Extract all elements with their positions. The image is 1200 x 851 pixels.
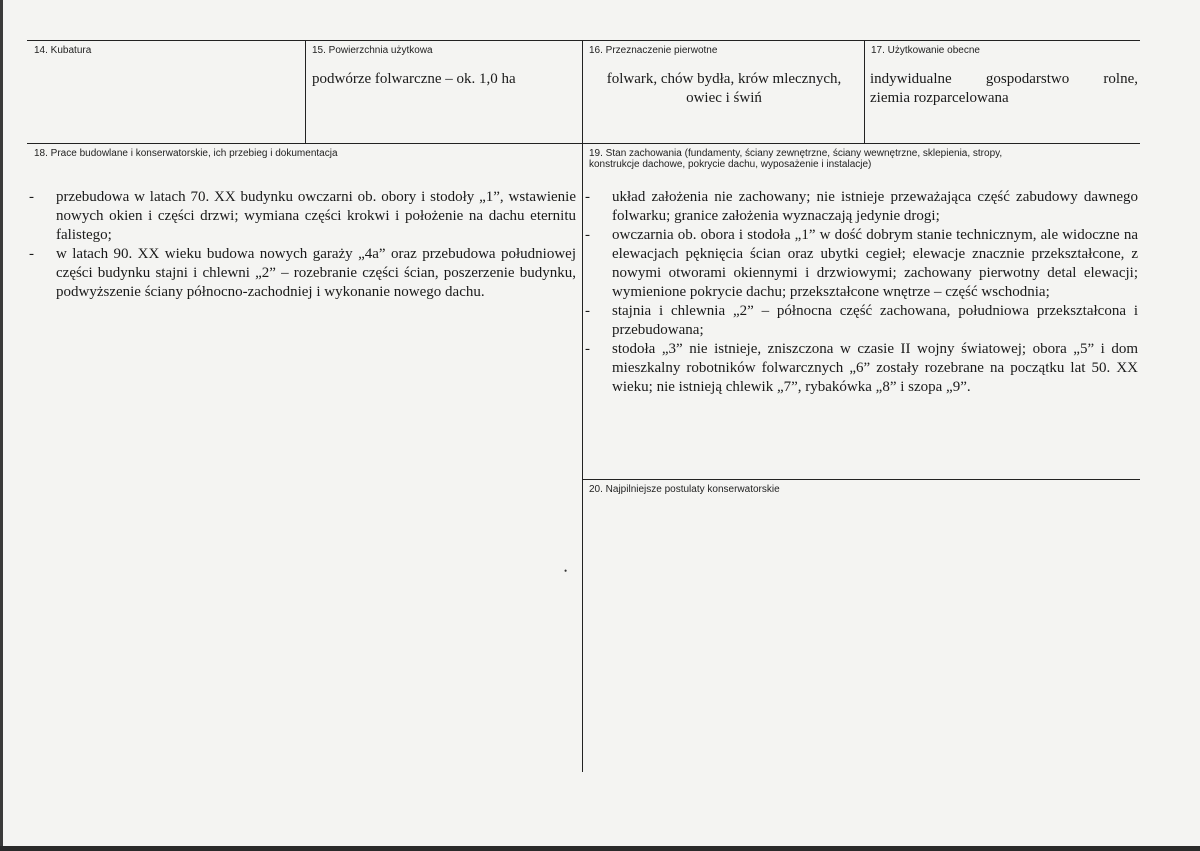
list-dash: - — [585, 189, 590, 205]
divider-15-16 — [582, 40, 583, 772]
page-edge-bottom — [0, 846, 1200, 851]
list-item-text: owczarnia ob. obora i stodoła „1” w dość dobrym stanie technicznym, ale widoczne na elewacjach pęknięcia ścian oraz ubytki cegieł; elewacje znacznie przekształcone, z nowymi otworami okiennymi i drzwiowymi; zachowany pierwotny detal elewacji; wymienione pokrycie dachu; przekształcone wnętrze – część wschodnia; — [612, 227, 1138, 300]
list-dash: - — [585, 227, 590, 243]
list-dash: - — [585, 341, 590, 357]
list-item-text: w latach 90. XX wieku budowa nowych garaży „4a” oraz przebudowa południowej części budynku stajni i chlewni „2” – rozebranie części ścian, poszerzenie budynku, podwyższenie ściany północno-zachodniej i wykonanie nowego dachu. — [56, 246, 576, 300]
list-item — [585, 340, 1138, 397]
field-18-list — [29, 188, 576, 302]
field-19-label-line2: konstrukcje dachowe, pokrycie dachu, wyposażenie i instalacje) — [589, 159, 872, 170]
list-dash: - — [29, 246, 34, 262]
field-18-label: 18. Prace budowlane i konserwatorskie, ich przebieg i dokumentacja — [34, 148, 338, 159]
field-16-label: 16. Przeznaczenie pierwotne — [589, 45, 718, 56]
list-item — [585, 188, 1138, 226]
top-border — [27, 40, 1140, 41]
list-item-text: stodoła „3” nie istnieje, zniszczona w czasie II wojny światowej; obora „5” i dom mieszkalny robotników folwarcznych „6” zostały rozebrane na początku lat 50. XX wieku; nie istnieją chlewik „7”, rybakówka „8” i szopa „9”. — [612, 341, 1138, 395]
list-item — [29, 245, 576, 302]
scan-speck: • — [564, 566, 568, 576]
field-17-value-line1: indywidualne gospodarstwo rolne, — [870, 71, 1138, 87]
field-19-label-line1: 19. Stan zachowania (fundamenty, ściany zewnętrzne, ściany wewnętrzne, sklepienia, stropy, — [589, 148, 1003, 159]
divider-14-15 — [305, 40, 306, 143]
row1-bottom-border — [27, 143, 1140, 144]
field-15-value: podwórze folwarczne – ok. 1,0 ha — [312, 71, 516, 87]
field-17-value-line2: ziemia rozparcelowana — [870, 90, 1009, 106]
field-14-label: 14. Kubatura — [34, 45, 92, 56]
list-item — [29, 188, 576, 245]
field-20-label: 20. Najpilniejsze postulaty konserwatorskie — [589, 484, 780, 495]
field-19-list — [585, 188, 1138, 397]
field-17-label: 17. Użytkowanie obecne — [871, 45, 980, 56]
field-15-label: 15. Powierzchnia użytkowa — [312, 45, 433, 56]
field-19-label — [589, 148, 1002, 170]
f20-top-border — [582, 479, 1140, 480]
list-item-text: stajnia i chlewnia „2” – północna część zachowana, południowa przekształcona i przebudowana; — [612, 303, 1138, 338]
list-item-text: przebudowa w latach 70. XX budynku owczarni ob. obory i stodoły „1”, wstawienie nowych okien i części drzwi; wymiana części krokwi i położenie na dachu eternitu falistego; — [56, 189, 576, 243]
page-edge-left — [0, 0, 3, 851]
list-dash: - — [585, 303, 590, 319]
list-item — [585, 302, 1138, 340]
field-17-value — [870, 70, 1138, 108]
divider-16-17 — [864, 40, 865, 143]
list-item — [585, 226, 1138, 302]
list-dash: - — [29, 189, 34, 205]
field-16-value: folwark, chów bydła, krów mlecznych, owiec i świń — [606, 71, 842, 106]
list-item-text: układ założenia nie zachowany; nie istnieje przeważająca część zabudowy dawnego folwarku; granice założenia wyznaczają jedynie drogi; — [612, 189, 1138, 224]
